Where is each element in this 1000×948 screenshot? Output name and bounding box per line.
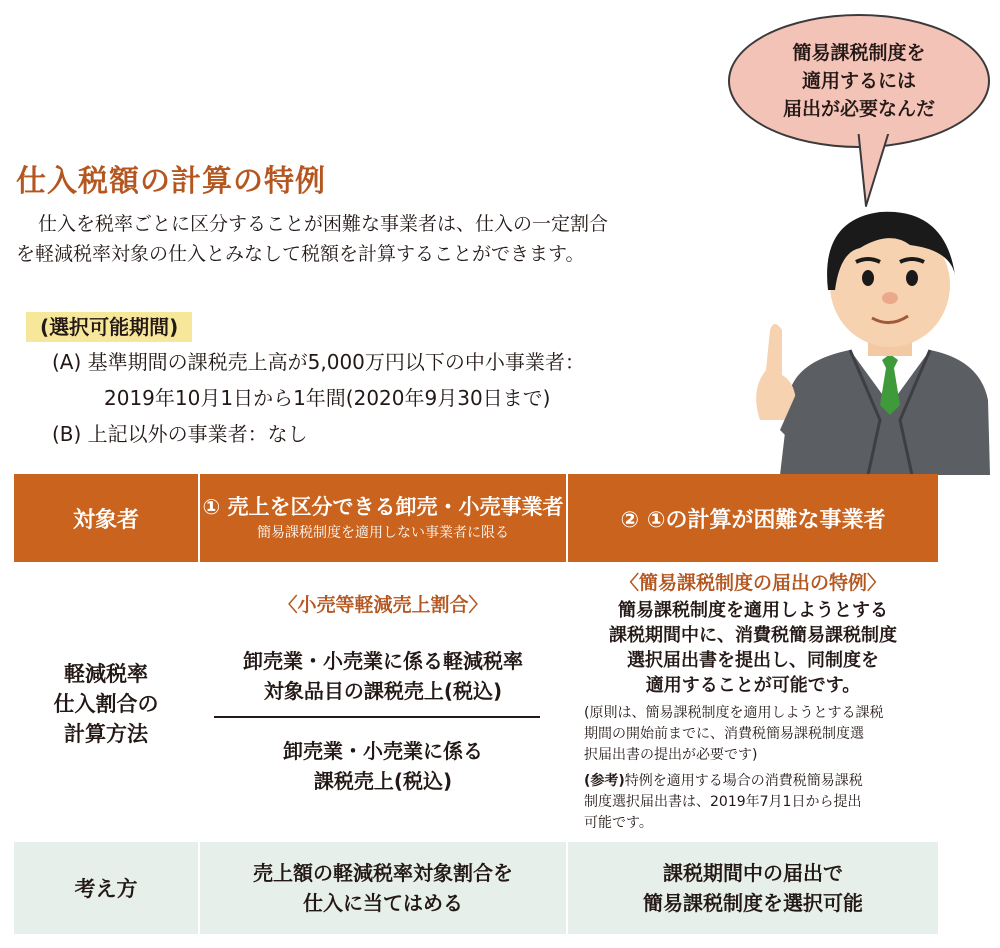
col1-heading: 〈小売等軽減売上割合〉 bbox=[278, 594, 488, 616]
intro-line-2: を軽減税率対象の仕入とみなして税額を計算することができます。 bbox=[16, 243, 585, 265]
numerator-line-1: 卸売業・小売業に係る軽減税率 bbox=[243, 649, 523, 673]
numerator-line-2: 対象品目の課税売上(税込) bbox=[263, 679, 503, 703]
col2-heading: 〈簡易課税制度の届出の特例〉 bbox=[619, 572, 886, 594]
concept-label: 考え方 bbox=[74, 877, 138, 901]
note1-line-1: (原則は、簡易課税制度を適用しようとする課税 bbox=[584, 705, 884, 721]
fraction-line bbox=[214, 716, 540, 718]
method-label bbox=[14, 568, 198, 840]
method-label-line-1: 軽減税率 bbox=[64, 662, 148, 686]
note2-line-1: 特例を適用する場合の消費税簡易課税 bbox=[624, 773, 863, 789]
col2-line-4: 適用することが可能です。 bbox=[645, 675, 861, 696]
col2-line-3: 選択届出書を提出し、同制度を bbox=[627, 650, 879, 671]
note2-prefix: (参考) bbox=[584, 773, 625, 789]
intro-line-1: 仕入を税率ごとに区分することが困難な事業者は、仕入の一定割合 bbox=[38, 213, 609, 235]
header-col1-main: ① 売上を区分できる卸売・小売事業者 bbox=[202, 495, 564, 519]
period-label: (選択可能期間) bbox=[26, 312, 192, 342]
concept-col1-line-2: 仕入に当てはめる bbox=[303, 891, 463, 915]
col2-line-2: 課税期間中に、消費税簡易課税制度 bbox=[609, 625, 897, 646]
concept-col1-line-1: 売上額の軽減税率対象割合を bbox=[253, 861, 513, 885]
method-label-line-2: 仕入割合の bbox=[53, 692, 159, 716]
note2-line-2: 制度選択届出書は、2019年7月1日から提出 bbox=[584, 794, 862, 810]
concept-col2-line-2: 簡易課税制度を選択可能 bbox=[643, 891, 863, 915]
note2-line-3: 可能です。 bbox=[584, 815, 653, 831]
page-title: 仕入税額の計算の特例 bbox=[16, 164, 326, 199]
reference-note bbox=[584, 771, 934, 834]
bubble-line-1: 簡易課税制度を bbox=[792, 42, 926, 64]
header-col2: ② ①の計算が困難な事業者 bbox=[620, 507, 886, 533]
col2-line-1: 簡易課税制度を適用しようとする bbox=[618, 600, 888, 621]
bubble-line-2: 適用するには bbox=[801, 70, 916, 92]
concept-col2-line-1: 課税期間中の届出で bbox=[663, 861, 843, 885]
formula-numerator bbox=[200, 646, 566, 706]
concept-col2 bbox=[568, 842, 938, 934]
businessman-illustration-icon bbox=[740, 190, 990, 475]
concept-col1 bbox=[200, 842, 566, 934]
note1-line-3: 択届出書の提出が必要です) bbox=[584, 747, 758, 763]
col2-body bbox=[568, 598, 938, 698]
period-item-b: (B) 上記以外の事業者：なし bbox=[52, 422, 308, 446]
period-item-a-detail: 2019年10月1日から1年間(2020年9月30日まで) bbox=[104, 386, 551, 410]
period-item-a: (A) 基準期間の課税売上高が5,000万円以下の中小事業者： bbox=[52, 350, 585, 374]
note1-line-2: 期間の開始前までに、消費税簡易課税制度選 bbox=[584, 726, 864, 742]
principle-note bbox=[584, 703, 934, 766]
bubble-line-3: 届出が必要なんだ bbox=[782, 98, 935, 120]
header-col1 bbox=[200, 474, 566, 562]
method-label-line-3: 計算方法 bbox=[64, 722, 148, 746]
header-target-label: 対象者 bbox=[72, 507, 139, 533]
denominator-line-1: 卸売業・小売業に係る bbox=[283, 739, 483, 763]
denominator-line-2: 課税売上(税込) bbox=[313, 769, 453, 793]
formula-denominator bbox=[200, 736, 566, 796]
header-col1-sub: 簡易課税制度を適用しない事業者に限る bbox=[257, 525, 509, 541]
